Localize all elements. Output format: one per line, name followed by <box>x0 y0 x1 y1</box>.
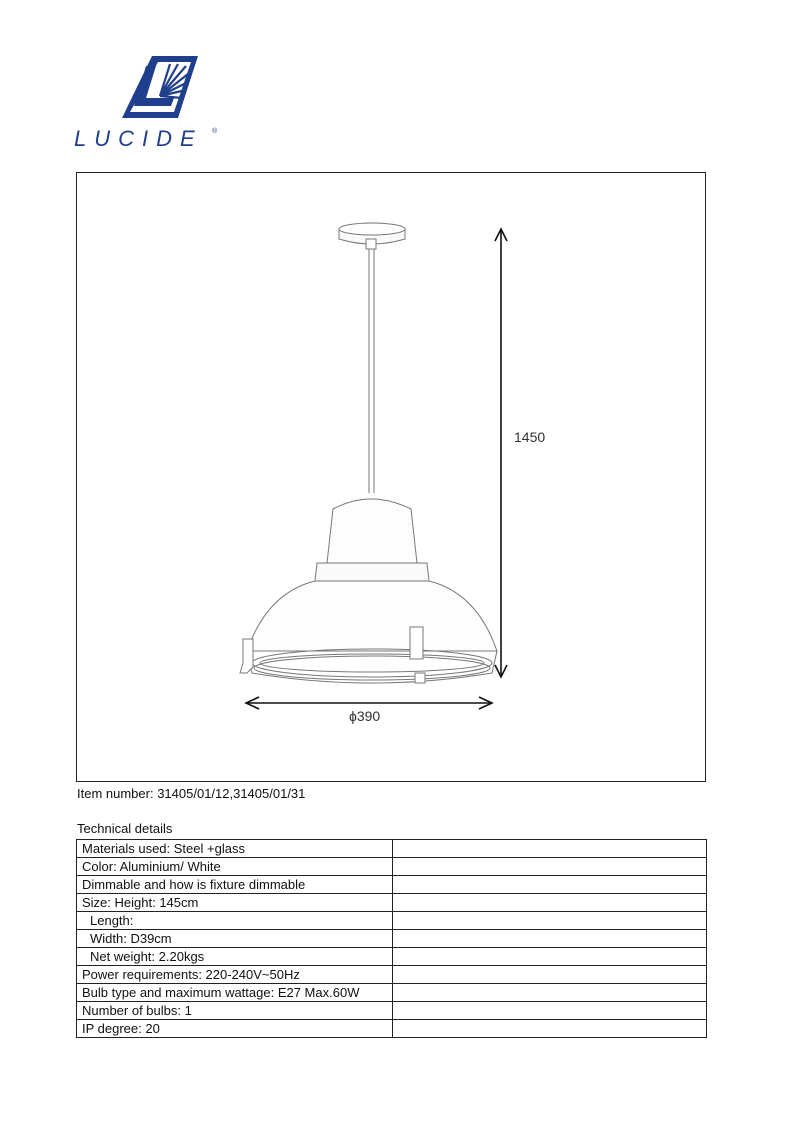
item-number: Item number: 31405/01/12,31405/01/31 <box>77 786 306 801</box>
spec-label: Net weight: 2.20kgs <box>77 948 393 966</box>
spec-value <box>393 966 707 984</box>
spec-value <box>393 1002 707 1020</box>
spec-row <box>77 984 707 1002</box>
spec-label: IP degree: 20 <box>77 1020 393 1038</box>
spec-value <box>393 858 707 876</box>
spec-value <box>393 876 707 894</box>
lucide-logo-icon <box>74 52 224 124</box>
spec-row <box>77 912 707 930</box>
spec-value <box>393 912 707 930</box>
technical-details-title: Technical details <box>77 821 173 836</box>
spec-row <box>77 1020 707 1038</box>
brand-name: LUCIDE <box>74 126 203 151</box>
spec-label: Size: Height: 145cm <box>77 894 393 912</box>
spec-row <box>77 948 707 966</box>
spec-row <box>77 840 707 858</box>
spec-value <box>393 840 707 858</box>
pendant-lamp-drawing <box>77 173 707 783</box>
technical-details-table <box>76 839 707 1038</box>
spec-row <box>77 1002 707 1020</box>
spec-label: Length: <box>77 912 393 930</box>
spec-label: Color: Aluminium/ White <box>77 858 393 876</box>
spec-value <box>393 1020 707 1038</box>
spec-value <box>393 948 707 966</box>
spec-label: Dimmable and how is fixture dimmable <box>77 876 393 894</box>
spec-row <box>77 930 707 948</box>
diameter-dimension-label: ϕ390 <box>349 708 381 724</box>
spec-row <box>77 894 707 912</box>
spec-label: Number of bulbs: 1 <box>77 1002 393 1020</box>
spec-label: Width: D39cm <box>77 930 393 948</box>
spec-label: Power requirements: 220-240V~50Hz <box>77 966 393 984</box>
spec-label: Materials used: Steel +glass <box>77 840 393 858</box>
registered-mark: ® <box>212 128 218 135</box>
spec-value <box>393 894 707 912</box>
spec-value <box>393 984 707 1002</box>
brand-logo <box>74 52 224 162</box>
technical-drawing <box>76 172 706 782</box>
spec-value <box>393 930 707 948</box>
spec-row <box>77 876 707 894</box>
height-dimension-label: 1450 <box>514 429 546 445</box>
spec-row <box>77 858 707 876</box>
spec-row <box>77 966 707 984</box>
spec-label: Bulb type and maximum wattage: E27 Max.60W <box>77 984 393 1002</box>
